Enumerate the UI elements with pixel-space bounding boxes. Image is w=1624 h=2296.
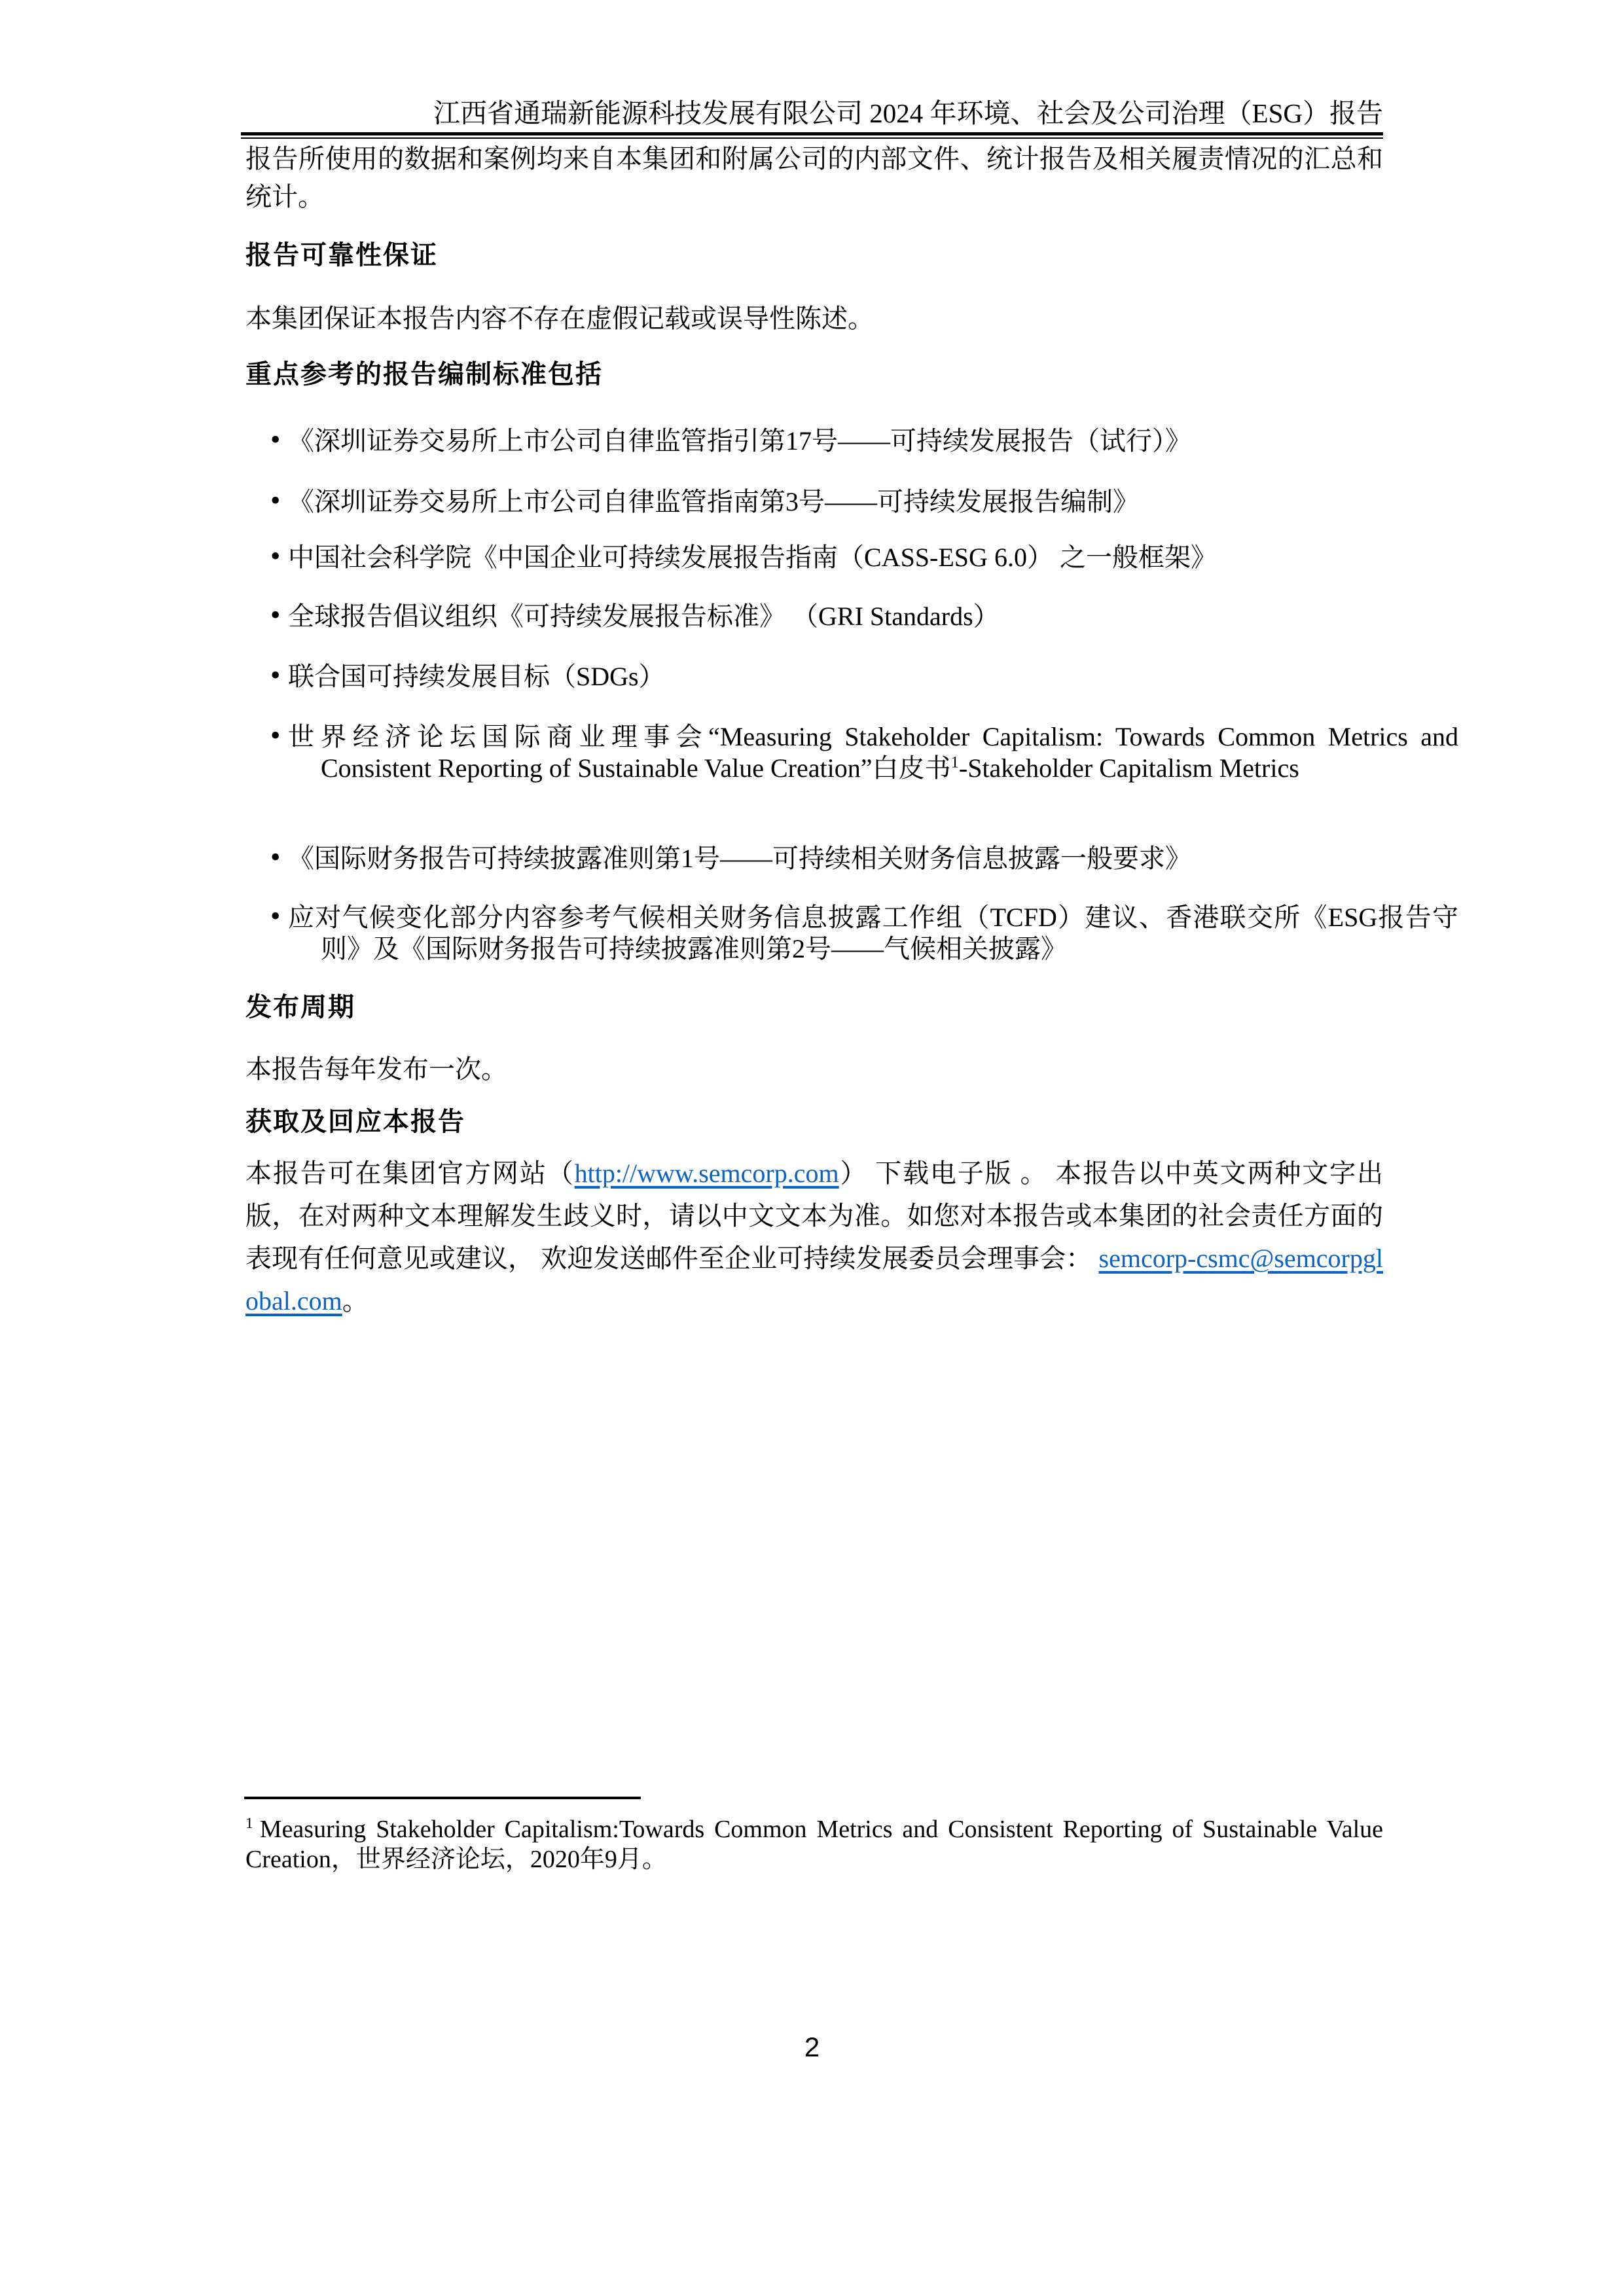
footnote-separator	[244, 1797, 641, 1799]
paragraph-text: 本报告可在集团官方网站（	[245, 1158, 575, 1188]
list-item	[245, 542, 1458, 573]
bullet-icon: •	[270, 841, 281, 873]
heading-publication-cycle: 发布周期	[245, 992, 355, 1022]
list-item-text: 中国社会科学院《中国企业可持续发展报告指南（CASS-ESG 6.0） 之一般框架》	[288, 543, 1217, 572]
page-number: 2	[804, 2032, 820, 2062]
page-header-title: 江西省通瑞新能源科技发展有限公司 2024 年环境、社会及公司治理（ESG）报告	[433, 98, 1383, 128]
website-link[interactable]: http://www.semcorp.com	[574, 1158, 839, 1188]
bullet-icon: •	[270, 599, 281, 631]
reliability-paragraph: 本集团保证本报告内容不存在虚假记载或误导性陈述。	[245, 304, 874, 333]
list-item-text: 应对气候变化部分内容参考气候相关财务信息披露工作组（TCFD）建议、香港联交所《ESG报告守则》及《国际财务报告可持续披露准则第2号——气候相关披露》	[288, 903, 1458, 963]
list-item	[245, 425, 1458, 457]
bullet-icon: •	[270, 484, 281, 516]
bullet-icon: •	[270, 719, 281, 751]
bullet-icon: •	[270, 900, 281, 932]
intro-paragraph: 报告所使用的数据和案例均来自本集团和附属公司的内部文件、统计报告及相关履责情况的汇总和统计。	[245, 144, 1383, 211]
email-link[interactable]: semcorp-csmc@semcorpglobal.com	[245, 1244, 1383, 1316]
publication-cycle-paragraph: 本报告每年发布一次。	[245, 1054, 507, 1084]
bullet-icon: •	[270, 540, 281, 572]
list-item	[245, 843, 1458, 874]
list-item	[245, 902, 1458, 965]
header-divider	[241, 132, 1383, 139]
list-item-text: 世界经济论坛国际商业理事会“Measuring Stakeholder Capitalism: Towards Common Metrics and Consistent Reporting of Sustainable Value Creation”白皮书	[288, 722, 1458, 783]
list-item-text: 《国际财务报告可持续披露准则第1号——可持续相关财务信息披露一般要求》	[288, 844, 1191, 873]
paragraph-text: 。	[342, 1286, 369, 1316]
list-item	[245, 486, 1458, 518]
list-item	[245, 601, 1458, 632]
list-item-text: -Stakeholder Capitalism Metrics	[958, 753, 1299, 783]
footnote-marker: 1	[245, 1815, 253, 1833]
list-item-text: 联合国可持续发展目标（SDGs）	[288, 662, 665, 691]
paragraph-text: ） 下载电子版 。 本报告以中英文两种文字出版，在对两种文本理解发生歧义时，请以中文文本为准。如您对本报告或本集团的社会责任方面的表现有任何意见或建议， 欢迎发送邮件至企业可持续发展委员会理事会：	[245, 1158, 1384, 1273]
heading-reliability: 报告可靠性保证	[245, 240, 438, 270]
list-item-text: 全球报告倡议组织《可持续发展报告标准》 （GRI Standards）	[288, 601, 1000, 631]
list-item	[245, 721, 1458, 784]
bullet-icon: •	[270, 423, 281, 456]
footnote-text: Measuring Stakeholder Capitalism:Towards Common Metrics and Consistent Reporting of Sustainable Value Creation，世界经济论坛，2020年9月。	[245, 1816, 1383, 1873]
footnote-reference: 1	[950, 753, 959, 772]
bullet-icon: •	[270, 659, 281, 691]
list-item	[245, 661, 1458, 692]
heading-access-report: 获取及回应本报告	[245, 1107, 465, 1136]
footnote	[245, 1814, 1383, 1874]
heading-standards: 重点参考的报告编制标准包括	[245, 359, 603, 389]
access-report-paragraph	[245, 1152, 1383, 1322]
list-item-text: 《深圳证券交易所上市公司自律监管指南第3号——可持续发展报告编制》	[288, 487, 1139, 516]
list-item-text: 《深圳证券交易所上市公司自律监管指引第17号——可持续发展报告（试行）》	[288, 426, 1191, 456]
